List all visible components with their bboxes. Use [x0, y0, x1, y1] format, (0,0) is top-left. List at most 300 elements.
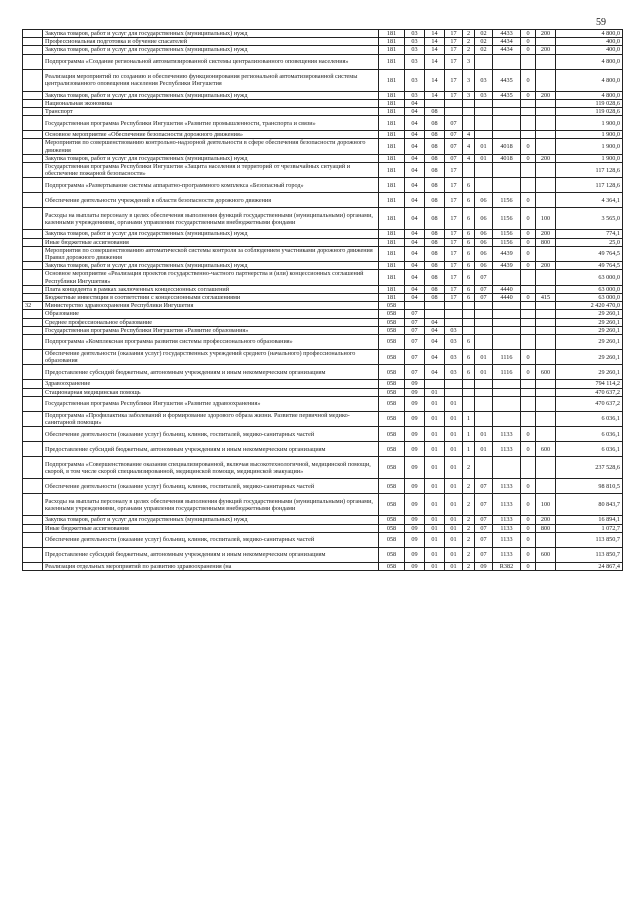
section-code-cell: 09	[405, 411, 425, 426]
event-code-cell	[475, 457, 493, 479]
subsection-code-cell: 01	[425, 388, 445, 396]
direction-code-cell: 1116	[493, 350, 521, 365]
subprogram-code-cell	[463, 163, 475, 178]
amount-cell: 2 420 470,0	[556, 302, 623, 310]
suffix-code-cell: 0	[521, 516, 536, 524]
program-code-cell: 17	[445, 38, 463, 46]
amount-cell: 117 128,6	[556, 178, 623, 193]
expense-type-code-cell	[536, 116, 556, 131]
table-row	[23, 108, 623, 116]
subsection-code-cell: 14	[425, 30, 445, 38]
section-code-cell: 09	[405, 388, 425, 396]
subprogram-code-cell: 2	[463, 38, 475, 46]
section-code-cell: 09	[405, 547, 425, 562]
row-index-cell	[23, 262, 43, 270]
expense-type-code-cell	[536, 108, 556, 116]
direction-code-cell	[493, 310, 521, 318]
ministry-code-cell: 058	[379, 411, 405, 426]
expense-name-cell: Подпрограмма «Создание региональной автоматизированной системы централизованного оповещения населения»	[43, 54, 379, 69]
expense-type-code-cell: 600	[536, 442, 556, 457]
expense-name-cell: Закупка товаров, работ и услуг для государственных (муниципальных) нужд	[43, 516, 379, 524]
suffix-code-cell	[521, 108, 536, 116]
event-code-cell: 06	[475, 208, 493, 230]
expense-type-code-cell: 800	[536, 238, 556, 246]
expense-name-cell: Иные бюджетные ассигнования	[43, 524, 379, 532]
subprogram-code-cell: 6	[463, 193, 475, 208]
ministry-code-cell: 181	[379, 270, 405, 285]
direction-code-cell	[493, 411, 521, 426]
direction-code-cell: 4435	[493, 91, 521, 99]
expense-type-code-cell	[536, 310, 556, 318]
expense-name-cell: Государственная программа Республики Ингушетия «Развитие здравоохранения»	[43, 396, 379, 411]
expense-name-cell: Транспорт	[43, 108, 379, 116]
section-code-cell: 03	[405, 46, 425, 54]
program-code-cell: 17	[445, 238, 463, 246]
subprogram-code-cell: 6	[463, 285, 475, 293]
direction-code-cell	[493, 270, 521, 285]
row-index-cell	[23, 30, 43, 38]
direction-code-cell	[493, 380, 521, 388]
ministry-code-cell: 181	[379, 46, 405, 54]
row-index-cell	[23, 99, 43, 107]
ministry-code-cell: 181	[379, 294, 405, 302]
event-code-cell: 01	[475, 154, 493, 162]
subsection-code-cell: 08	[425, 193, 445, 208]
amount-cell: 29 260,1	[556, 318, 623, 326]
section-code-cell: 07	[405, 335, 425, 350]
amount-cell: 24 867,4	[556, 562, 623, 570]
expense-type-code-cell	[536, 285, 556, 293]
ministry-code-cell: 181	[379, 139, 405, 154]
subprogram-code-cell: 6	[463, 350, 475, 365]
expense-type-code-cell	[536, 178, 556, 193]
table-row	[23, 30, 623, 38]
expense-type-code-cell	[536, 318, 556, 326]
section-code-cell: 09	[405, 562, 425, 570]
expense-name-cell: Расходы на выплаты персоналу в целях обеспечения выполнения функций государственными (муниципальными) органами, казенными учреждениями, органами управления государственными внебюджетными фондами	[43, 208, 379, 230]
suffix-code-cell: 0	[521, 562, 536, 570]
subprogram-code-cell: 4	[463, 139, 475, 154]
amount-cell: 4 800,0	[556, 69, 623, 91]
expense-name-cell: Основное мероприятие «Реализация проектов государственно-частного партнерства и (или) концессионных соглашений Республики Ингушетия»	[43, 270, 379, 285]
expense-type-code-cell	[536, 350, 556, 365]
event-code-cell: 01	[475, 350, 493, 365]
row-index-cell: 32	[23, 302, 43, 310]
expense-name-cell: Закупка товаров, работ и услуг для государственных (муниципальных) нужд	[43, 91, 379, 99]
row-index-cell	[23, 365, 43, 380]
table-row	[23, 326, 623, 334]
subsection-code-cell: 08	[425, 163, 445, 178]
expense-type-code-cell	[536, 457, 556, 479]
page-number: 59	[596, 17, 606, 28]
event-code-cell: 01	[475, 365, 493, 380]
direction-code-cell	[493, 178, 521, 193]
expense-name-cell: Образование	[43, 310, 379, 318]
ministry-code-cell: 058	[379, 457, 405, 479]
subprogram-code-cell: 6	[463, 178, 475, 193]
program-code-cell: 01	[445, 479, 463, 494]
row-index-cell	[23, 131, 43, 139]
ministry-code-cell: 058	[379, 380, 405, 388]
row-index-cell	[23, 193, 43, 208]
subsection-code-cell: 01	[425, 411, 445, 426]
program-code-cell: 17	[445, 54, 463, 69]
event-code-cell: 01	[475, 427, 493, 442]
subprogram-code-cell: 4	[463, 131, 475, 139]
expense-type-code-cell: 600	[536, 365, 556, 380]
section-code-cell: 04	[405, 294, 425, 302]
ministry-code-cell: 181	[379, 230, 405, 238]
subsection-code-cell: 08	[425, 108, 445, 116]
row-index-cell	[23, 285, 43, 293]
table-row	[23, 262, 623, 270]
suffix-code-cell	[521, 131, 536, 139]
section-code-cell: 04	[405, 178, 425, 193]
direction-code-cell: 1133	[493, 532, 521, 547]
suffix-code-cell	[521, 285, 536, 293]
expense-type-code-cell: 600	[536, 547, 556, 562]
expense-type-code-cell	[536, 411, 556, 426]
ministry-code-cell: 181	[379, 30, 405, 38]
suffix-code-cell: 0	[521, 193, 536, 208]
subprogram-code-cell: 2	[463, 494, 475, 516]
subsection-code-cell: 08	[425, 131, 445, 139]
section-code-cell: 03	[405, 69, 425, 91]
amount-cell: 49 764,5	[556, 262, 623, 270]
table-row	[23, 131, 623, 139]
expense-name-cell: Расходы на выплаты персоналу в целях обеспечения выполнения функций государственными (муниципальными) органами, казенными учреждениями, органами управления государственными внебюджетными фондами	[43, 494, 379, 516]
suffix-code-cell: 0	[521, 479, 536, 494]
expense-type-code-cell: 200	[536, 46, 556, 54]
amount-cell: 6 036,1	[556, 411, 623, 426]
table-row	[23, 380, 623, 388]
amount-cell: 113 850,7	[556, 532, 623, 547]
ministry-code-cell: 181	[379, 69, 405, 91]
program-code-cell: 01	[445, 524, 463, 532]
amount-cell: 119 028,6	[556, 99, 623, 107]
section-code-cell: 09	[405, 380, 425, 388]
subsection-code-cell: 04	[425, 335, 445, 350]
table-row	[23, 388, 623, 396]
direction-code-cell	[493, 54, 521, 69]
row-index-cell	[23, 411, 43, 426]
table-row	[23, 310, 623, 318]
subsection-code-cell: 04	[425, 318, 445, 326]
ministry-code-cell: 181	[379, 116, 405, 131]
expense-type-code-cell	[536, 270, 556, 285]
row-index-cell	[23, 457, 43, 479]
program-code-cell: 17	[445, 91, 463, 99]
program-code-cell: 01	[445, 516, 463, 524]
ministry-code-cell: 181	[379, 178, 405, 193]
program-code-cell: 03	[445, 350, 463, 365]
program-code-cell	[445, 310, 463, 318]
table-row	[23, 547, 623, 562]
direction-code-cell: 1133	[493, 479, 521, 494]
program-code-cell: 17	[445, 30, 463, 38]
ministry-code-cell: 181	[379, 285, 405, 293]
expense-name-cell: Подпрограмма «Развертывание системы аппаратно-программного комплекса «Безопасный город»	[43, 178, 379, 193]
suffix-code-cell	[521, 116, 536, 131]
subsection-code-cell: 14	[425, 91, 445, 99]
suffix-code-cell: 0	[521, 442, 536, 457]
amount-cell: 63 000,0	[556, 294, 623, 302]
amount-cell: 400,0	[556, 38, 623, 46]
direction-code-cell: R382	[493, 562, 521, 570]
expense-name-cell: Национальная экономика	[43, 99, 379, 107]
subsection-code-cell: 14	[425, 38, 445, 46]
expense-name-cell: Основное мероприятие «Обеспечение безопасности дорожного движения»	[43, 131, 379, 139]
direction-code-cell: 4439	[493, 262, 521, 270]
subprogram-code-cell	[463, 108, 475, 116]
ministry-code-cell: 058	[379, 350, 405, 365]
amount-cell: 4 800,0	[556, 54, 623, 69]
suffix-code-cell: 0	[521, 91, 536, 99]
table-row	[23, 365, 623, 380]
event-code-cell	[475, 388, 493, 396]
table-row	[23, 178, 623, 193]
section-code-cell: 03	[405, 30, 425, 38]
program-code-cell: 01	[445, 562, 463, 570]
subsection-code-cell: 01	[425, 524, 445, 532]
ministry-code-cell: 058	[379, 388, 405, 396]
subsection-code-cell: 08	[425, 262, 445, 270]
direction-code-cell: 4018	[493, 139, 521, 154]
row-index-cell	[23, 532, 43, 547]
suffix-code-cell	[521, 99, 536, 107]
section-code-cell: 07	[405, 350, 425, 365]
event-code-cell	[475, 318, 493, 326]
expense-name-cell: Подпрограмма «Профилактика заболеваний и формирование здорового образа жизни. Развитие первичной медико-санитарной помощи»	[43, 411, 379, 426]
direction-code-cell	[493, 99, 521, 107]
event-code-cell: 07	[475, 532, 493, 547]
row-index-cell	[23, 350, 43, 365]
expense-name-cell: Предоставление субсидий бюджетным, автономным учреждениям и иным некоммерческим организациям	[43, 442, 379, 457]
row-index-cell	[23, 163, 43, 178]
expense-type-code-cell: 200	[536, 262, 556, 270]
direction-code-cell: 1156	[493, 193, 521, 208]
event-code-cell: 01	[475, 442, 493, 457]
direction-code-cell: 4440	[493, 294, 521, 302]
suffix-code-cell: 0	[521, 427, 536, 442]
row-index-cell	[23, 310, 43, 318]
direction-code-cell: 1156	[493, 238, 521, 246]
section-code-cell: 09	[405, 479, 425, 494]
table-row	[23, 427, 623, 442]
ministry-code-cell: 058	[379, 442, 405, 457]
table-row	[23, 91, 623, 99]
row-index-cell	[23, 91, 43, 99]
section-code-cell: 04	[405, 139, 425, 154]
amount-cell: 3 565,0	[556, 208, 623, 230]
subsection-code-cell: 01	[425, 396, 445, 411]
program-code-cell: 01	[445, 411, 463, 426]
row-index-cell	[23, 326, 43, 334]
ministry-code-cell: 058	[379, 427, 405, 442]
expense-name-cell: Подпрограмма «Совершенствование оказания специализированной, включая высокотехнологичной, медицинской помощи, скорой, в том числе скорой специализированной, медицинской помощи, медицинской эвакуации»	[43, 457, 379, 479]
subsection-code-cell: 04	[425, 365, 445, 380]
subprogram-code-cell: 6	[463, 208, 475, 230]
suffix-code-cell: 0	[521, 262, 536, 270]
subsection-code-cell: 14	[425, 69, 445, 91]
amount-cell: 63 000,0	[556, 285, 623, 293]
row-index-cell	[23, 442, 43, 457]
section-code-cell: 04	[405, 193, 425, 208]
expense-type-code-cell	[536, 193, 556, 208]
row-index-cell	[23, 270, 43, 285]
subsection-code-cell: 08	[425, 208, 445, 230]
direction-code-cell	[493, 396, 521, 411]
subprogram-code-cell: 1	[463, 442, 475, 457]
ministry-code-cell: 058	[379, 302, 405, 310]
expense-type-code-cell	[536, 532, 556, 547]
subsection-code-cell: 01	[425, 562, 445, 570]
event-code-cell	[475, 310, 493, 318]
expense-name-cell: Здравоохранение	[43, 380, 379, 388]
direction-code-cell	[493, 108, 521, 116]
ministry-code-cell: 181	[379, 246, 405, 261]
row-index-cell	[23, 178, 43, 193]
event-code-cell	[475, 178, 493, 193]
event-code-cell	[475, 396, 493, 411]
table-row	[23, 246, 623, 261]
program-code-cell: 01	[445, 532, 463, 547]
subprogram-code-cell	[463, 99, 475, 107]
budget-table	[22, 29, 623, 571]
row-index-cell	[23, 396, 43, 411]
direction-code-cell: 4435	[493, 69, 521, 91]
event-code-cell: 07	[475, 547, 493, 562]
subsection-code-cell: 01	[425, 532, 445, 547]
event-code-cell	[475, 302, 493, 310]
program-code-cell: 03	[445, 335, 463, 350]
section-code-cell: 04	[405, 99, 425, 107]
amount-cell: 794 114,2	[556, 380, 623, 388]
table-row	[23, 294, 623, 302]
section-code-cell	[405, 302, 425, 310]
program-code-cell: 17	[445, 193, 463, 208]
amount-cell: 49 764,5	[556, 246, 623, 261]
table-row	[23, 302, 623, 310]
event-code-cell: 07	[475, 494, 493, 516]
ministry-code-cell: 181	[379, 163, 405, 178]
suffix-code-cell: 0	[521, 230, 536, 238]
expense-name-cell: Обеспечение деятельности (оказание услуг) больниц, клиник, госпиталей, медико-санитарных частей	[43, 532, 379, 547]
expense-name-cell: Стационарная медицинская помощь	[43, 388, 379, 396]
event-code-cell	[475, 54, 493, 69]
program-code-cell: 01	[445, 396, 463, 411]
subsection-code-cell: 04	[425, 350, 445, 365]
expense-name-cell: Среднее профессиональное образование	[43, 318, 379, 326]
event-code-cell: 03	[475, 91, 493, 99]
event-code-cell: 06	[475, 262, 493, 270]
program-code-cell	[445, 388, 463, 396]
expense-name-cell: Предоставление субсидий бюджетным, автономным учреждениям и иным некоммерческим организациям	[43, 547, 379, 562]
program-code-cell: 17	[445, 230, 463, 238]
subsection-code-cell: 08	[425, 178, 445, 193]
direction-code-cell	[493, 318, 521, 326]
row-index-cell	[23, 524, 43, 532]
ministry-code-cell: 058	[379, 516, 405, 524]
suffix-code-cell	[521, 396, 536, 411]
direction-code-cell: 1133	[493, 442, 521, 457]
suffix-code-cell: 0	[521, 547, 536, 562]
expense-name-cell: Мероприятия по совершенствованию контрольно-надзорной деятельности в сфере обеспечения безопасности дорожного движения	[43, 139, 379, 154]
table-row	[23, 163, 623, 178]
expense-type-code-cell	[536, 380, 556, 388]
section-code-cell: 09	[405, 516, 425, 524]
program-code-cell: 17	[445, 46, 463, 54]
expense-name-cell: Обеспечение деятельности (оказание услуг) больниц, клиник, госпиталей, медико-санитарных частей	[43, 479, 379, 494]
subprogram-code-cell: 2	[463, 46, 475, 54]
subsection-code-cell	[425, 302, 445, 310]
subsection-code-cell: 08	[425, 294, 445, 302]
expense-type-code-cell	[536, 246, 556, 261]
subprogram-code-cell: 6	[463, 365, 475, 380]
table-row	[23, 524, 623, 532]
expense-name-cell: Закупка товаров, работ и услуг для государственных (муниципальных) нужд	[43, 230, 379, 238]
table-row	[23, 285, 623, 293]
expense-type-code-cell	[536, 54, 556, 69]
row-index-cell	[23, 139, 43, 154]
table-row	[23, 457, 623, 479]
amount-cell: 29 260,1	[556, 335, 623, 350]
amount-cell: 1 072,7	[556, 524, 623, 532]
section-code-cell: 04	[405, 270, 425, 285]
program-code-cell: 17	[445, 178, 463, 193]
expense-type-code-cell: 800	[536, 524, 556, 532]
event-code-cell: 07	[475, 479, 493, 494]
section-code-cell: 04	[405, 154, 425, 162]
program-code-cell: 01	[445, 427, 463, 442]
expense-name-cell: Мероприятия по совершенствованию автоматической системы контроля за соблюдением участниками дорожного движения Правил дорожного движения	[43, 246, 379, 261]
section-code-cell: 04	[405, 108, 425, 116]
expense-type-code-cell	[536, 139, 556, 154]
expense-type-code-cell: 100	[536, 208, 556, 230]
ministry-code-cell: 181	[379, 238, 405, 246]
expense-type-code-cell	[536, 131, 556, 139]
ministry-code-cell: 181	[379, 154, 405, 162]
subsection-code-cell: 08	[425, 154, 445, 162]
event-code-cell	[475, 326, 493, 334]
section-code-cell: 07	[405, 365, 425, 380]
expense-name-cell: Закупка товаров, работ и услуг для государственных (муниципальных) нужд	[43, 46, 379, 54]
expense-type-code-cell	[536, 99, 556, 107]
direction-code-cell: 1116	[493, 365, 521, 380]
amount-cell: 400,0	[556, 46, 623, 54]
program-code-cell: 17	[445, 294, 463, 302]
row-index-cell	[23, 108, 43, 116]
subprogram-code-cell: 2	[463, 516, 475, 524]
event-code-cell	[475, 163, 493, 178]
suffix-code-cell	[521, 302, 536, 310]
expense-name-cell: Обеспечение деятельности (оказания услуг) государственных учреждений среднего (начального) профессионального образования	[43, 350, 379, 365]
subprogram-code-cell: 1	[463, 411, 475, 426]
subsection-code-cell: 04	[425, 326, 445, 334]
section-code-cell: 04	[405, 163, 425, 178]
subsection-code-cell: 08	[425, 246, 445, 261]
event-code-cell: 06	[475, 230, 493, 238]
expense-name-cell: Реализация мероприятий по созданию и обеспечению функционирования региональной автоматизированной системы централизованного оповещения населения Республики Ингушетия	[43, 69, 379, 91]
row-index-cell	[23, 69, 43, 91]
event-code-cell	[475, 411, 493, 426]
subsection-code-cell: 01	[425, 457, 445, 479]
table-row	[23, 562, 623, 570]
direction-code-cell	[493, 326, 521, 334]
amount-cell: 119 028,6	[556, 108, 623, 116]
subprogram-code-cell: 2	[463, 30, 475, 38]
event-code-cell: 07	[475, 524, 493, 532]
